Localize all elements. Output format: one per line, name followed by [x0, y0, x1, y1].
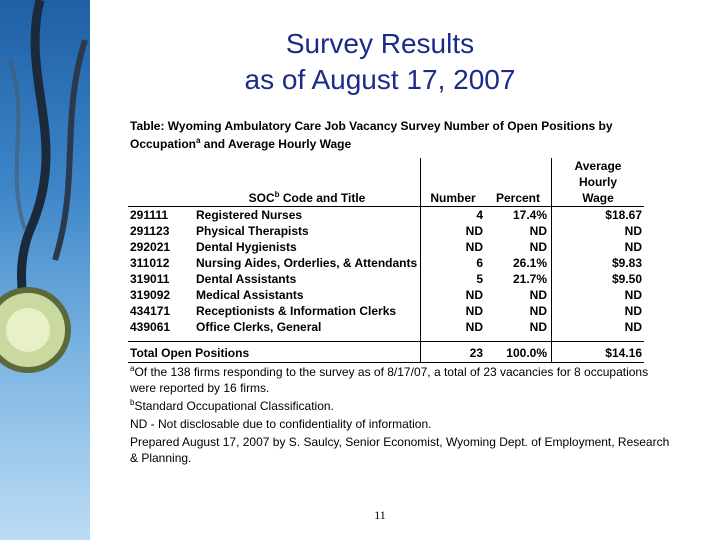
footnote-b-marker: b	[130, 398, 135, 407]
row-wage: ND	[624, 288, 642, 302]
header-soc-footnote: b	[274, 190, 280, 199]
header-number: Number	[421, 158, 488, 207]
footnotes	[130, 364, 670, 468]
row-title: Dental Assistants	[194, 271, 421, 287]
title-line-1: Survey Results	[285, 28, 475, 59]
total-percent: 100.0%	[487, 342, 552, 363]
caption-line-1: Table: Wyoming Ambulatory Care Job Vacancy Survey Number of Open Positions by	[130, 119, 613, 133]
row-percent: ND	[487, 303, 552, 319]
header-code-title: Code and Title	[279, 191, 366, 205]
row-title: Office Clerks, General	[194, 319, 421, 335]
row-wage: $9.83	[611, 256, 642, 270]
header-code	[128, 158, 194, 207]
row-wage: ND	[624, 304, 642, 318]
row-percent: 21.7%	[487, 271, 552, 287]
total-label: Total Open Positions	[128, 342, 421, 363]
header-wage-line2: Wage	[582, 191, 614, 205]
row-title: Nursing Aides, Orderlies, & Attendants	[194, 255, 421, 271]
row-code: 319092	[130, 288, 171, 302]
total-number: 23	[421, 342, 488, 363]
table-row	[128, 271, 644, 287]
header-percent: Percent	[487, 158, 552, 207]
prepared-by-note: Prepared August 17, 2007 by S. Saulcy, Senior Economist, Wyoming Dept. of Employment, Research & Planning.	[130, 435, 670, 465]
table-row	[128, 239, 644, 255]
row-percent: 17.4%	[487, 207, 552, 224]
row-number: 4	[476, 208, 483, 222]
table-row	[128, 207, 644, 224]
row-code: 291111	[130, 208, 169, 222]
table-header-row	[128, 158, 644, 207]
vacancy-table	[128, 158, 644, 363]
row-number: ND	[465, 240, 483, 254]
row-code: 291123	[130, 224, 170, 238]
caption-occupation: Occupation	[130, 137, 197, 151]
row-code: 311012	[130, 256, 170, 270]
row-number: 5	[476, 272, 483, 286]
row-code: 439061	[130, 320, 171, 334]
row-number: ND	[465, 224, 483, 238]
row-wage: ND	[624, 240, 642, 254]
header-soc-title	[194, 158, 421, 207]
row-number: ND	[465, 304, 483, 318]
header-soc: SOC	[248, 191, 275, 205]
row-number: ND	[465, 320, 483, 334]
row-title: Registered Nurses	[194, 207, 421, 224]
total-row	[128, 342, 644, 363]
row-percent: ND	[487, 223, 552, 239]
table-row	[128, 303, 644, 319]
table-row	[128, 255, 644, 271]
row-code: 319011	[130, 272, 170, 286]
row-code: 434171	[130, 304, 171, 318]
footnote-a-text: Of the 138 firms responding to the survey as of 8/17/07, a total of 23 vacancies for 8 occupations were reported by 16 firms.	[130, 365, 649, 395]
row-percent: ND	[487, 319, 552, 335]
row-number: 6	[476, 256, 483, 270]
row-percent: 26.1%	[487, 255, 552, 271]
footnote-b-text: Standard Occupational Classification.	[134, 399, 334, 413]
row-title: Physical Therapists	[194, 223, 421, 239]
row-wage: $18.67	[605, 208, 642, 222]
row-number: ND	[465, 288, 483, 302]
footnote-a-marker: a	[130, 364, 135, 373]
caption-line-2	[130, 135, 670, 153]
footnote-a	[130, 364, 670, 396]
table-row	[128, 223, 644, 239]
decorative-sidebar	[0, 0, 90, 540]
row-title: Receptionists & Information Clerks	[194, 303, 421, 319]
row-title: Medical Assistants	[194, 287, 421, 303]
footnote-b	[130, 398, 670, 414]
row-percent: ND	[487, 239, 552, 255]
caption-footnote-marker: a	[196, 136, 201, 145]
table-row	[128, 287, 644, 303]
row-title: Dental Hygienists	[194, 239, 421, 255]
caption-wage: and Average Hourly Wage	[200, 137, 352, 151]
stethoscope-icon	[0, 0, 90, 540]
row-code: 292021	[130, 240, 171, 254]
total-wage: $14.16	[552, 342, 645, 363]
row-wage: ND	[624, 320, 642, 334]
page-number: 11	[374, 508, 386, 522]
row-percent: ND	[487, 287, 552, 303]
row-wage: ND	[624, 224, 642, 238]
title-line-2: as of August 17, 2007	[244, 64, 516, 95]
table-row	[128, 319, 644, 335]
slide-title	[100, 26, 660, 98]
table-caption	[130, 117, 670, 153]
header-wage-line1: Average Hourly	[574, 159, 622, 189]
header-wage	[552, 158, 645, 207]
row-wage: $9.50	[611, 272, 642, 286]
footnote-nd: ND - Not disclosable due to confidentiality of information.	[130, 417, 432, 431]
